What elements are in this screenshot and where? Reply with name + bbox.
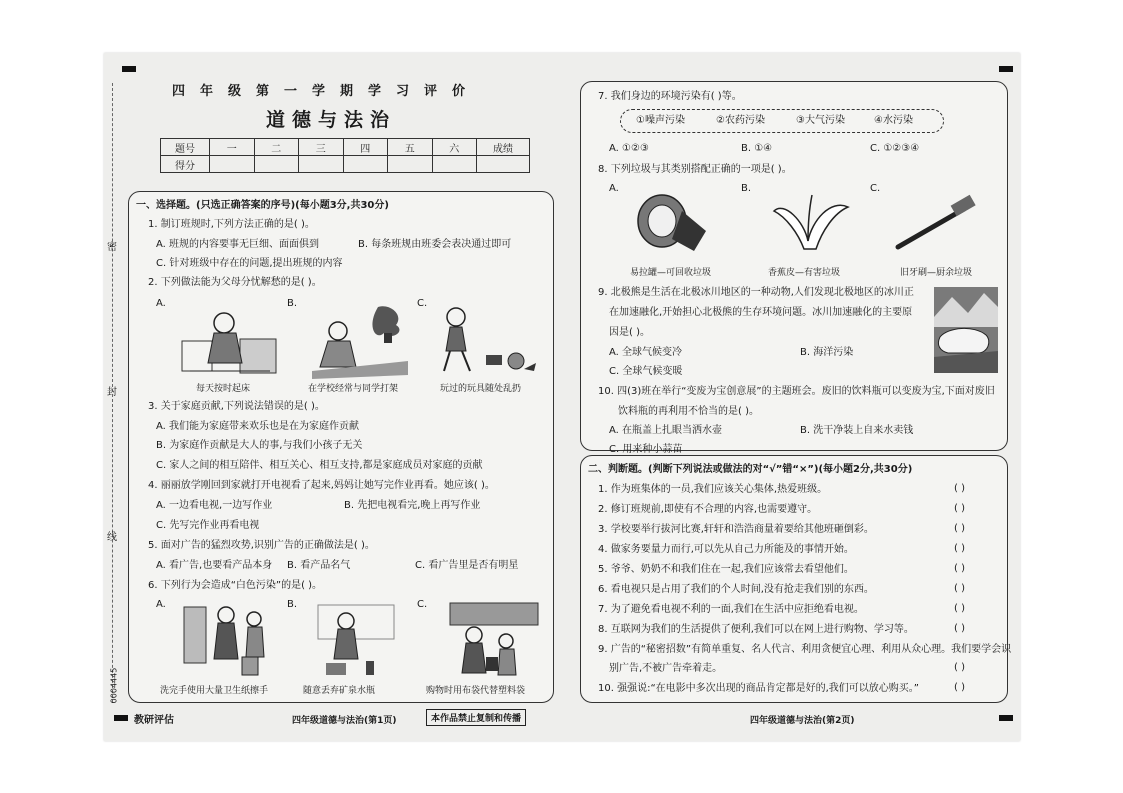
q6-caption-c: 购物时用布袋代替塑料袋 [426, 686, 526, 696]
tf-item-4: 4. 做家务要量力而行,可以先从自己力所能及的事情开始。 [598, 544, 854, 555]
q6-stem: 6. 下列行为会造成“白色污染”的是( )。 [148, 580, 323, 591]
q10-option-c[interactable]: C. 用来种小蒜苗 [609, 444, 683, 455]
q2-stem: 2. 下列做法能为父母分忧解愁的是( )。 [148, 277, 322, 288]
q8-caption-c: 旧牙刷—厨余垃圾 [900, 268, 973, 278]
q9-option-b[interactable]: B. 海洋污染 [800, 347, 854, 358]
q7-stem: 7. 我们身边的环境污染有( )等。 [598, 91, 742, 102]
q3-option-c[interactable]: C. 家人之间的相互陪伴、相互关心、相互支持,都是家庭成员对家庭的贡献 [156, 460, 483, 471]
footer-brand: 教研评估 [134, 715, 174, 726]
q2-label-b[interactable]: B. [287, 298, 298, 309]
q3-stem: 3. 关于家庭贡献,下列说法错误的是( )。 [148, 401, 325, 412]
q10-line1: 10. 四(3)班在举行“变废为宝创意展”的主题班会。废旧的饮料瓶可以变废为宝,下面对废旧 [598, 386, 995, 397]
tf-item-6: 6. 看电视只是占用了我们的个人时间,没有抢走我们别的东西。 [598, 584, 874, 595]
score-header: 三 [299, 139, 344, 156]
q9-line1: 9. 北极熊是生活在北极冰川地区的一种动物,人们发现北极地区的冰川正 [598, 287, 914, 298]
margin-mi: 密 [107, 242, 117, 253]
q4-option-b[interactable]: B. 先把电视看完,晚上再写作业 [344, 500, 481, 511]
q6-label-b[interactable]: B. [287, 599, 298, 610]
q8-label-b[interactable]: B. [741, 183, 752, 194]
copyright-stamp: 本作品禁止复制和传播 [426, 709, 526, 726]
q7-option-3: ③大气污染 [796, 115, 845, 126]
can-icon [632, 191, 712, 255]
score-header: 成绩 [477, 139, 530, 156]
q6-caption-a: 洗完手使用大量卫生纸擦手 [160, 686, 269, 696]
q2-caption-c: 玩过的玩具随处乱扔 [440, 384, 522, 394]
score-header: 六 [432, 139, 477, 156]
tf-item-8: 8. 互联网为我们的生活提供了便利,我们可以在网上进行购物、学习等。 [598, 624, 914, 635]
q3-option-a[interactable]: A. 我们能为家庭带来欢乐也是在为家庭作贡献 [156, 421, 360, 432]
q7-option-2: ②农药污染 [716, 115, 765, 126]
tf-answer-9[interactable]: ( ) [954, 662, 965, 673]
q1-option-a[interactable]: A. 班规的内容要事无巨细、面面俱到 [156, 239, 320, 250]
tf-item-9: 9. 广告的“秘密招数”有简单重复、名人代言、利用贪便宜心理、利用从众心理。我们要学会识 [598, 644, 1012, 655]
score-cell[interactable] [388, 156, 433, 173]
q10-line2: 饮料瓶的再利用不恰当的是( )。 [618, 406, 759, 417]
subject-title: 道德与法治 [266, 109, 397, 131]
paper-code: 0004445 [109, 667, 119, 704]
margin-feng: 封 [107, 387, 117, 398]
tf-item-3: 3. 学校要举行拔河比赛,轩轩和浩浩商量着要给其他班砸倒彩。 [598, 524, 874, 535]
bottle-litter-illustration [316, 603, 396, 681]
q4-option-c[interactable]: C. 先写完作业再看电视 [156, 520, 260, 531]
paper-towel-illustration [182, 601, 278, 681]
q9-option-a[interactable]: A. 全球气候变冷 [609, 347, 683, 358]
q2-caption-a: 每天按时起床 [196, 384, 251, 394]
score-cell[interactable] [343, 156, 388, 173]
q8-caption-a: 易拉罐—可回收垃圾 [630, 268, 712, 278]
q8-label-a[interactable]: A. [609, 183, 619, 194]
toothbrush-icon [894, 199, 978, 251]
tf-answer-5[interactable]: ( ) [954, 563, 965, 574]
tf-answer-1[interactable]: ( ) [954, 483, 965, 494]
grade-term-title: 四年级第一学期学习评价 [172, 84, 481, 99]
tf-answer-2[interactable]: ( ) [954, 503, 965, 514]
tf-answer-6[interactable]: ( ) [954, 583, 965, 594]
tf-item-9-cont: 别广告,不被广告牵着走。 [609, 663, 723, 674]
toys-mess-illustration [438, 305, 538, 379]
q2-label-a[interactable]: A. [156, 298, 166, 309]
score-header: 题号 [161, 139, 210, 156]
q6-label-c[interactable]: C. [417, 599, 428, 610]
q5-option-c[interactable]: C. 看广告里是否有明星 [415, 560, 519, 571]
score-header: 一 [210, 139, 255, 156]
tf-item-7: 7. 为了避免看电视不利的一面,我们在生活中应拒绝看电视。 [598, 604, 864, 615]
q7-answer-a[interactable]: A. ①②③ [609, 143, 649, 154]
score-cell[interactable] [432, 156, 477, 173]
fighting-illustration [310, 301, 410, 379]
score-row-label: 得分 [161, 156, 210, 173]
q8-label-c[interactable]: C. [870, 183, 881, 194]
q1-option-b[interactable]: B. 每条班规由班委会表决通过即可 [358, 239, 512, 250]
tf-item-1: 1. 作为班集体的一员,我们应该关心集体,热爱班级。 [598, 484, 828, 495]
tf-item-2: 2. 修订班规前,即使有不合理的内容,也需要遵守。 [598, 504, 818, 515]
score-cell[interactable] [299, 156, 344, 173]
q7-answer-b[interactable]: B. ①④ [741, 143, 773, 154]
q10-option-b[interactable]: B. 洗干净装上自来水卖钱 [800, 425, 914, 436]
tf-answer-8[interactable]: ( ) [954, 623, 965, 634]
q4-option-a[interactable]: A. 一边看电视,一边写作业 [156, 500, 273, 511]
tf-answer-10[interactable]: ( ) [954, 682, 965, 693]
section2-heading: 二、判断题。(判断下列说法或做法的对“√”错“×”)(每小题2分,共30分) [588, 464, 913, 475]
banana-peel-icon [764, 191, 860, 255]
q7-option-4: ④水污染 [874, 115, 913, 126]
score-header: 四 [343, 139, 388, 156]
score-header: 五 [388, 139, 433, 156]
tf-item-5: 5. 爷爷、奶奶不和我们住在一起,我们应该常去看望他们。 [598, 564, 854, 575]
score-cell[interactable] [477, 156, 530, 173]
q9-option-c[interactable]: C. 全球气候变暖 [609, 366, 683, 377]
tf-answer-4[interactable]: ( ) [954, 543, 965, 554]
q6-caption-b: 随意丢弃矿泉水瓶 [303, 686, 376, 696]
q6-label-a[interactable]: A. [156, 599, 166, 610]
q9-line2: 在加速融化,开始担心北极熊的生存环境问题。冰川加速融化的主要原 [609, 307, 913, 318]
margin-xian: 线 [107, 532, 117, 543]
score-header: 二 [254, 139, 299, 156]
q4-stem: 4. 丽丽放学刚回到家就打开电视看了起来,妈妈让她写完作业再看。她应该( )。 [148, 480, 495, 491]
score-cell[interactable] [210, 156, 255, 173]
q1-option-c[interactable]: C. 针对班级中存在的问题,提出班规的内容 [156, 258, 343, 269]
score-table [160, 138, 530, 173]
q5-stem: 5. 面对广告的猛烈攻势,识别广告的正确做法是( )。 [148, 540, 375, 551]
q8-caption-b: 香蕉皮—有害垃圾 [768, 268, 841, 278]
q8-stem: 8. 下列垃圾与其类别搭配正确的一项是( )。 [598, 164, 792, 175]
score-cell[interactable] [254, 156, 299, 173]
q2-caption-b: 在学校经常与同学打架 [308, 384, 399, 394]
tf-item-10: 10. 强强说:“在电影中多次出现的商品肯定都是好的,我们可以放心购买。” [598, 683, 919, 694]
registration-mark [114, 715, 128, 721]
footer-page2: 四年级道德与法治(第2页) [750, 716, 855, 726]
cloth-bag-illustration [446, 601, 542, 681]
boy-waking-illustration [180, 301, 280, 379]
section1-heading: 一、选择题。(只选正确答案的序号)(每小题3分,共30分) [136, 200, 389, 211]
exam-sheet [104, 53, 1020, 741]
registration-mark [122, 66, 136, 72]
registration-mark [999, 715, 1013, 721]
q10-option-a[interactable]: A. 在瓶盖上扎眼当洒水壶 [609, 425, 723, 436]
footer-page1: 四年级道德与法治(第1页) [292, 716, 397, 726]
q5-option-b[interactable]: B. 看产品名气 [287, 560, 351, 571]
q2-label-c[interactable]: C. [417, 298, 428, 309]
registration-mark [999, 66, 1013, 72]
q7-answer-c[interactable]: C. ①②③④ [870, 143, 920, 154]
q7-option-1: ①噪声污染 [636, 115, 685, 126]
q9-line3: 因是( )。 [609, 327, 650, 338]
polar-bear-picture [934, 287, 998, 373]
tf-answer-7[interactable]: ( ) [954, 603, 965, 614]
tf-answer-3[interactable]: ( ) [954, 523, 965, 534]
q1-stem: 1. 制订班规时,下列方法正确的是( )。 [148, 219, 315, 230]
q5-option-a[interactable]: A. 看广告,也要看产品本身 [156, 560, 273, 571]
q3-option-b[interactable]: B. 为家庭作贡献是大人的事,与我们小孩子无关 [156, 440, 363, 451]
